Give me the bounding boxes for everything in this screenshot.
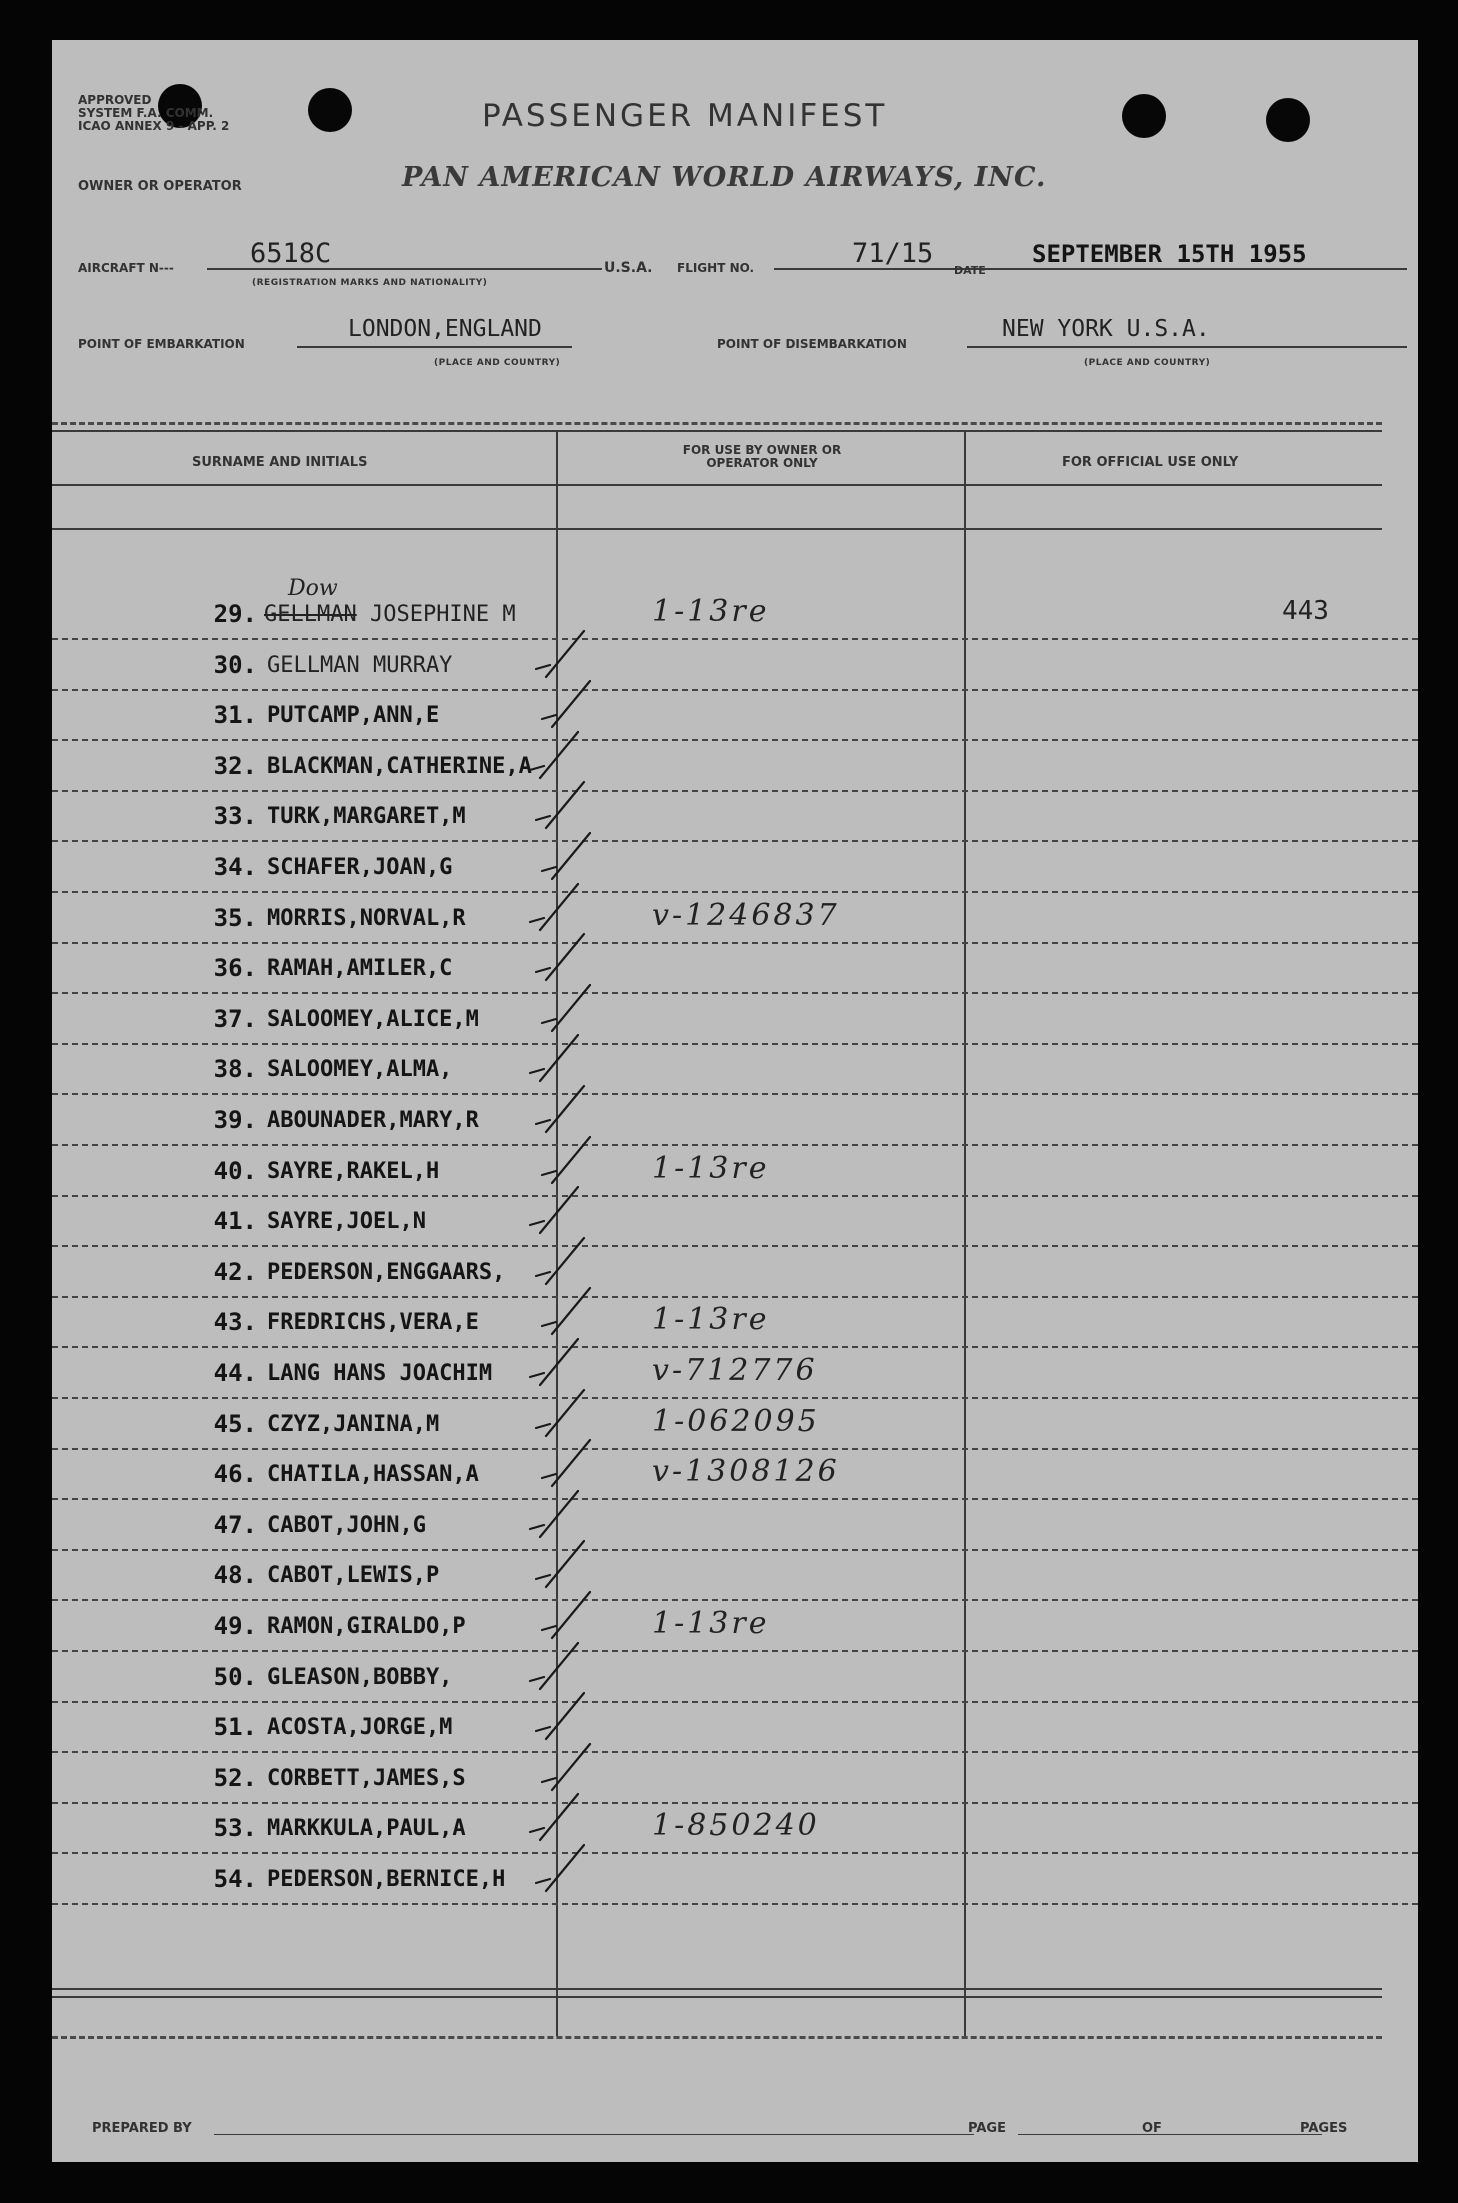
page-label: PAGE bbox=[968, 2121, 1006, 2136]
embark-underline bbox=[297, 346, 572, 348]
official-use-value: 443 bbox=[1282, 596, 1329, 626]
passenger-row bbox=[52, 1501, 1418, 1551]
handwritten-annotation: Dow bbox=[288, 576, 338, 601]
struck-surname: GELLMAN bbox=[264, 602, 357, 627]
passenger-name bbox=[264, 602, 516, 627]
owner-use-note: 1-13re bbox=[652, 1302, 770, 1338]
check-mark-icon bbox=[528, 1839, 598, 1899]
owner-use-note: 1-13re bbox=[652, 1150, 770, 1186]
passenger-name: SAYRE,RAKEL,H bbox=[267, 1158, 440, 1184]
passenger-row bbox=[52, 944, 1418, 994]
column-header-owner-use: FOR USE BY OWNER OR OPERATOR ONLY bbox=[682, 443, 842, 470]
passenger-row bbox=[52, 995, 1418, 1045]
passenger-row bbox=[52, 843, 1418, 893]
passenger-number: 44. bbox=[213, 1359, 257, 1387]
date-label: DATE bbox=[954, 264, 986, 277]
column-header-surname: SURNAME AND INITIALS bbox=[192, 455, 368, 470]
passenger-name: BLACKMAN,CATHERINE,A bbox=[267, 753, 532, 779]
passenger-row bbox=[52, 1197, 1418, 1247]
usa-text: U.S.A. bbox=[604, 260, 653, 276]
passenger-row bbox=[52, 1045, 1418, 1095]
disembark-label: POINT OF DISEMBARKATION bbox=[717, 337, 907, 351]
passenger-number: 29. bbox=[213, 600, 257, 628]
passenger-number: 46. bbox=[213, 1460, 257, 1489]
passenger-number: 40. bbox=[213, 1156, 257, 1185]
passenger-number: 54. bbox=[213, 1865, 257, 1893]
passenger-row bbox=[52, 1855, 1418, 1905]
owner-use-note: 1-13re bbox=[652, 594, 770, 629]
embark-label: POINT OF EMBARKATION bbox=[78, 337, 245, 351]
approval-block bbox=[78, 94, 229, 133]
passenger-name: SALOOMEY,ALMA, bbox=[267, 1057, 453, 1083]
passenger-number: 31. bbox=[213, 701, 257, 730]
disembark-value: NEW YORK U.S.A. bbox=[1002, 316, 1210, 342]
prepared-by-label: PREPARED BY bbox=[92, 2121, 192, 2136]
passenger-name: PUTCAMP,ANN,E bbox=[267, 703, 440, 729]
place-caption: (PLACE AND COUNTRY) bbox=[1084, 358, 1211, 368]
column-header-official-use: FOR OFFICIAL USE ONLY bbox=[1062, 455, 1239, 470]
passenger-name: CABOT,LEWIS,P bbox=[267, 1563, 440, 1589]
owner-use-note: v-1308126 bbox=[652, 1454, 840, 1490]
owner-value: PAN AMERICAN WORLD AIRWAYS, INC. bbox=[402, 162, 1047, 193]
manifest-sheet bbox=[52, 40, 1418, 2162]
passenger-name: CABOT,JOHN,G bbox=[267, 1512, 426, 1538]
passenger-number: 48. bbox=[213, 1561, 257, 1590]
passenger-number: 34. bbox=[213, 853, 257, 881]
passenger-number: 37. bbox=[213, 1004, 257, 1033]
pages-label: PAGES bbox=[1300, 2121, 1348, 2136]
passenger-row bbox=[52, 641, 1418, 691]
passenger-row bbox=[52, 1248, 1418, 1298]
table-top-rule bbox=[52, 422, 1382, 425]
passenger-number: 49. bbox=[213, 1612, 257, 1640]
passenger-given-names: JOSEPHINE M bbox=[356, 602, 516, 627]
page-line bbox=[1018, 2134, 1188, 2135]
passenger-row bbox=[52, 1450, 1418, 1500]
approval-line: SYSTEM F.A. COMM. bbox=[78, 106, 214, 120]
passenger-name: TURK,MARGARET,M bbox=[267, 804, 466, 830]
table-top-rule bbox=[52, 430, 1382, 432]
passenger-row bbox=[52, 792, 1418, 842]
passenger-row bbox=[52, 742, 1418, 792]
passenger-name: SAYRE,JOEL,N bbox=[267, 1209, 426, 1235]
owner-use-note: 1-062095 bbox=[652, 1403, 820, 1439]
passenger-number: 38. bbox=[213, 1055, 257, 1084]
passenger-number: 47. bbox=[213, 1510, 257, 1539]
passenger-row bbox=[52, 691, 1418, 741]
passenger-number: 39. bbox=[213, 1106, 257, 1134]
passenger-number: 42. bbox=[213, 1257, 257, 1286]
passenger-name: ACOSTA,JORGE,M bbox=[267, 1715, 453, 1741]
aircraft-underline bbox=[207, 268, 602, 270]
passenger-number: 50. bbox=[213, 1662, 257, 1691]
passenger-number: 53. bbox=[213, 1814, 257, 1843]
passenger-name: PEDERSON,BERNICE,H bbox=[267, 1867, 506, 1892]
flight-label: FLIGHT NO. bbox=[677, 261, 755, 275]
table-bottom-rule bbox=[52, 1996, 1382, 1998]
passenger-number: 33. bbox=[213, 802, 257, 831]
passenger-row bbox=[52, 1400, 1418, 1450]
passenger-name: RAMAH,AMILER,C bbox=[267, 956, 453, 982]
passenger-row bbox=[52, 1096, 1418, 1146]
row-line bbox=[52, 1903, 1418, 1905]
approval-line: APPROVED bbox=[78, 93, 152, 107]
passenger-row bbox=[52, 1754, 1418, 1804]
passenger-number: 35. bbox=[213, 903, 257, 932]
page-title: PASSENGER MANIFEST bbox=[482, 98, 888, 134]
disembark-underline bbox=[967, 346, 1407, 348]
aircraft-value: 6518C bbox=[250, 238, 332, 269]
passenger-number: 36. bbox=[213, 954, 257, 983]
approval-line: ICAO ANNEX 9 - APP. 2 bbox=[78, 119, 230, 133]
passenger-name: CHATILA,HASSAN,A bbox=[267, 1462, 479, 1488]
passenger-row bbox=[52, 1147, 1418, 1197]
passenger-number: 41. bbox=[213, 1207, 257, 1236]
place-caption: (PLACE AND COUNTRY) bbox=[434, 358, 561, 368]
passenger-name: PEDERSON,ENGGAARS, bbox=[267, 1259, 506, 1285]
passenger-row bbox=[52, 1551, 1418, 1601]
punch-hole bbox=[1122, 94, 1166, 138]
passenger-name: ABOUNADER,MARY,R bbox=[267, 1108, 479, 1133]
punch-hole bbox=[1266, 98, 1310, 142]
passenger-number: 43. bbox=[213, 1308, 257, 1337]
passenger-name: SCHAFER,JOAN,G bbox=[267, 855, 453, 880]
prepared-by-line bbox=[214, 2134, 974, 2135]
registration-caption: (REGISTRATION MARKS AND NATIONALITY) bbox=[252, 278, 488, 288]
passenger-row bbox=[52, 894, 1418, 944]
passenger-name: GELLMAN MURRAY bbox=[267, 652, 453, 678]
owner-use-note: v-712776 bbox=[652, 1353, 818, 1388]
passenger-row bbox=[52, 1703, 1418, 1753]
aircraft-label: AIRCRAFT N--- bbox=[78, 261, 174, 275]
passenger-number: 32. bbox=[213, 751, 257, 780]
passenger-row bbox=[52, 1602, 1418, 1652]
owner-use-note: 1-13re bbox=[652, 1606, 770, 1641]
passenger-number: 51. bbox=[213, 1713, 257, 1742]
passenger-name: LANG HANS JOACHIM bbox=[267, 1361, 493, 1386]
header-bottom-rule bbox=[52, 484, 1382, 486]
passenger-name: CORBETT,JAMES,S bbox=[267, 1765, 466, 1791]
passenger-row bbox=[52, 1653, 1418, 1703]
of-label: OF bbox=[1142, 2121, 1162, 2136]
owner-use-note: 1-850240 bbox=[652, 1808, 820, 1844]
date-value: SEPTEMBER 15TH 1955 bbox=[1032, 240, 1307, 268]
table-bottom-rule bbox=[52, 1988, 1382, 1990]
passenger-name: RAMON,GIRALDO,P bbox=[267, 1614, 466, 1639]
passenger-number: 52. bbox=[213, 1763, 257, 1792]
passenger-number: 30. bbox=[213, 650, 257, 679]
table-bottom-rule bbox=[52, 2036, 1382, 2039]
passenger-name: CZYZ,JANINA,M bbox=[267, 1411, 440, 1437]
embark-value: LONDON,ENGLAND bbox=[348, 316, 542, 342]
passenger-name: MORRIS,NORVAL,R bbox=[267, 905, 466, 931]
passenger-row bbox=[52, 1349, 1418, 1399]
passenger-row bbox=[52, 1298, 1418, 1348]
date-underline bbox=[997, 268, 1407, 270]
spacer-rule bbox=[52, 528, 1382, 530]
passenger-row bbox=[52, 576, 1418, 640]
owner-label: OWNER OR OPERATOR bbox=[78, 179, 242, 194]
passenger-row bbox=[52, 1804, 1418, 1854]
passenger-name: GLEASON,BOBBY, bbox=[267, 1664, 453, 1690]
passenger-name: SALOOMEY,ALICE,M bbox=[267, 1006, 479, 1032]
passenger-number: 45. bbox=[213, 1409, 257, 1438]
flight-value: 71/15 bbox=[852, 238, 934, 269]
passenger-name: MARKKULA,PAUL,A bbox=[267, 1816, 466, 1842]
owner-use-note: v-1246837 bbox=[652, 897, 840, 933]
punch-hole bbox=[308, 88, 352, 132]
passenger-name: FREDRICHS,VERA,E bbox=[267, 1310, 479, 1336]
